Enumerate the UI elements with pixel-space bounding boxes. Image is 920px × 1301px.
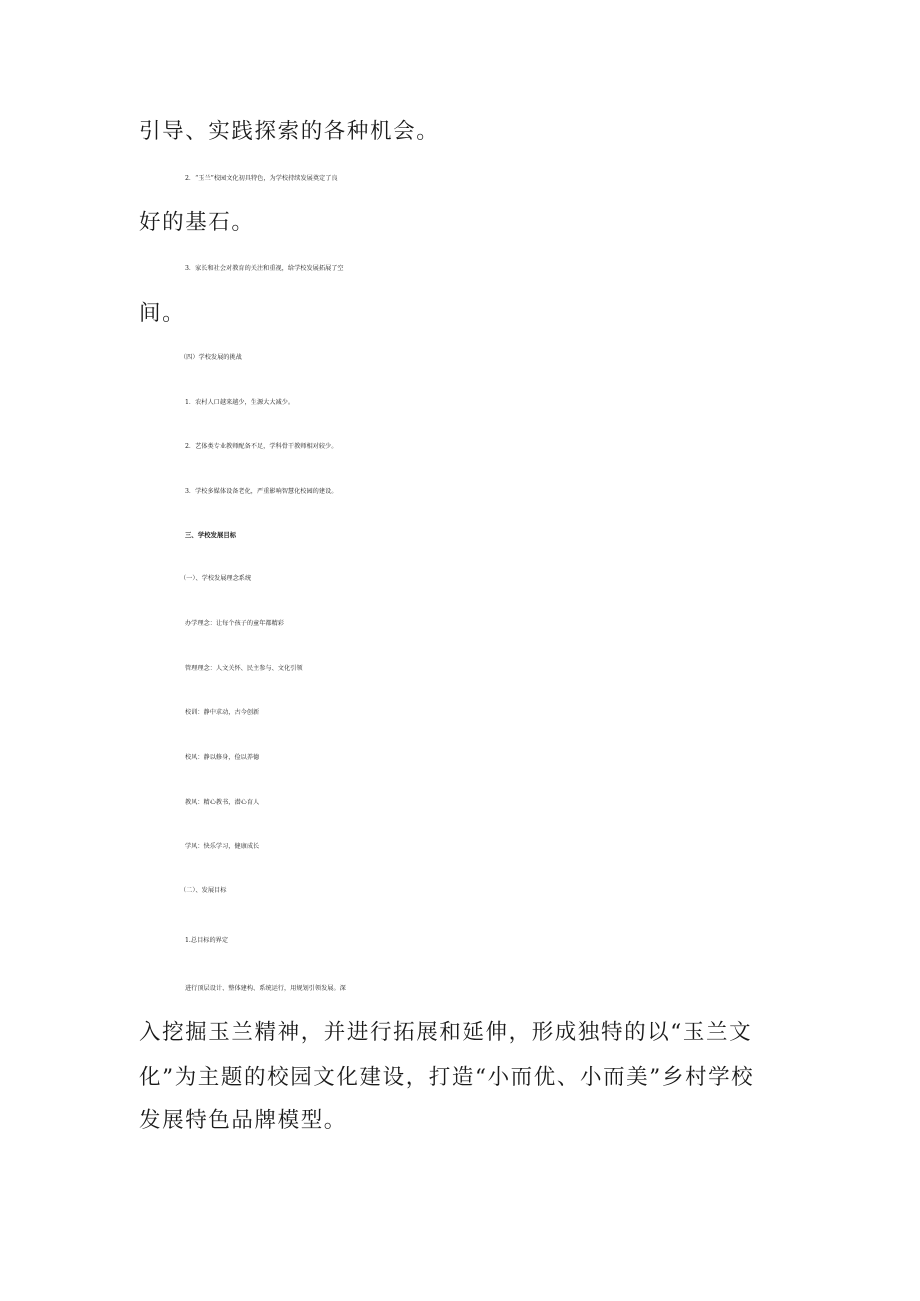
school-motto: 校训：静中求动，古今创新 <box>185 709 260 716</box>
teaching-ethos: 教风：精心教书，潜心育人 <box>185 799 260 806</box>
learning-ethos: 学风：快乐学习，健康成长 <box>185 843 260 850</box>
list-item-challenge-2: 2．艺体类专业教师配备不足，学科骨干教师相对较少。 <box>185 443 338 450</box>
paragraph-line: 化”为主题的校园文化建设，打造“小而优、小而美”乡村学校 <box>139 1065 755 1090</box>
section-heading-goals: 三、学校发展目标 <box>185 531 237 539</box>
school-ethos: 校风：静以修身，俭以养德 <box>185 754 260 761</box>
paragraph-line: 进行顶层设计、整体建构、系统运行，用规划引领发展。深 <box>185 985 346 992</box>
philosophy-management: 管理理念：人文关怀、民主参与、文化引领 <box>185 665 303 672</box>
subsection-heading-philosophy: （一）、学校发展理念系统 <box>180 575 252 582</box>
subsection-heading-targets: （二）、发展目标 <box>180 887 227 894</box>
subheading-overall-goal: 1.总目标的界定 <box>185 937 229 944</box>
paragraph-line: 好的基石。 <box>139 210 255 235</box>
section-heading-challenges: （四）学校发展的挑战 <box>180 354 242 361</box>
list-item-challenge-3: 3．学校多媒体设备老化，严重影响智慧化校园的建设。 <box>185 488 338 495</box>
paragraph-line: 引导、实践探索的各种机会。 <box>139 119 440 144</box>
philosophy-school-running: 办学理念：让每个孩子的童年都精彩 <box>185 620 284 627</box>
paragraph-line: 间。 <box>139 301 186 326</box>
paragraph-line: 入挖掘玉兰精神，并进行拓展和延伸，形成独特的以“玉兰文 <box>139 1020 753 1045</box>
list-item-opportunity-3: 3．家长和社会对教育的关注和重视，给学校发展拓展了空 <box>185 265 344 272</box>
list-item-opportunity-2: 2．“玉兰”校园文化初具特色，为学校持续发展奠定了良 <box>185 175 338 182</box>
list-item-challenge-1: 1．农村人口越来越少，生源大大减少。 <box>185 399 295 406</box>
paragraph-line: 发展特色品牌模型。 <box>139 1108 347 1133</box>
